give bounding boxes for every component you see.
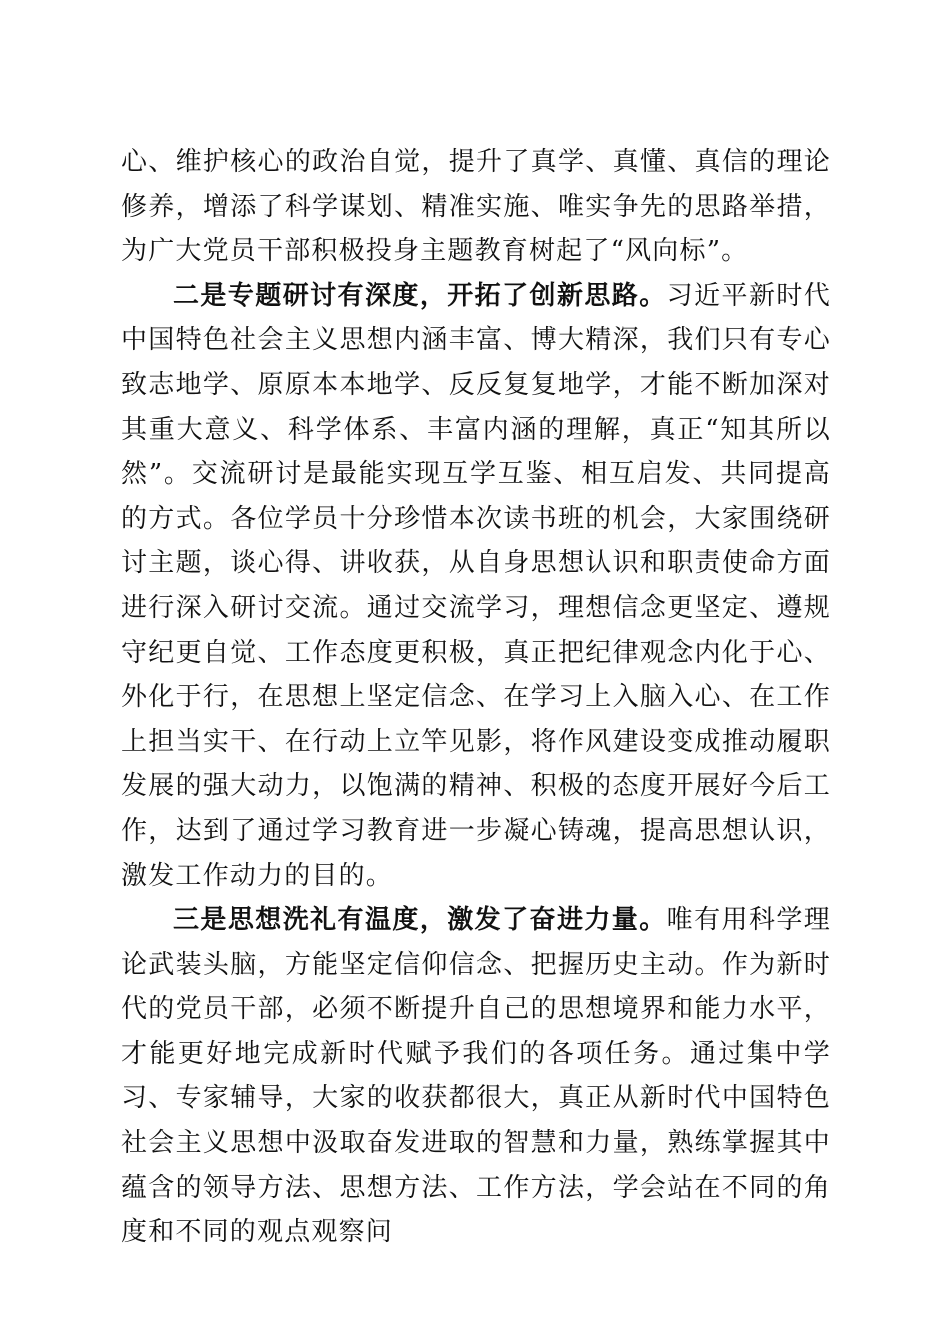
paragraph-point-three xyxy=(121,898,831,1255)
paragraph-lead-heading: 三是思想洗礼有温度，激发了奋进力量。 xyxy=(173,905,667,936)
document-body xyxy=(121,140,831,1255)
paragraph-lead-heading: 二是专题研讨有深度，开拓了创新思路。 xyxy=(173,280,667,311)
paragraph-body: 唯有用科学理论武装头脑，方能坚定信仰信念、把握历史主动。作为新时代的党员干部，必须不断提升自己的思想境界和能力水平，才能更好地完成新时代赋予我们的各项任务。通过集中学习、专家辅导，大家的收获都很大，真正从新时代中国特色社会主义思想中汲取奋发进取的智慧和力量，熟练掌握其中蕴含的领导方法、思想方法、工作方法，学会站在不同的角度和不同的观点观察问 xyxy=(121,905,831,1248)
paragraph-continuation xyxy=(121,140,831,274)
paragraph-body: 习近平新时代中国特色社会主义思想内涵丰富、博大精深，我们只有专心致志地学、原原本本地学、反反复复地学，才能不断加深对其重大意义、科学体系、丰富内涵的理解，真正“知其所以然”。交流研讨是最能实现互学互鉴、相互启发、共同提高的方式。各位学员十分珍惜本次读书班的机会，大家围绕研讨主题，谈心得、讲收获，从自身思想认识和职责使命方面进行深入研讨交流。通过交流学习，理想信念更坚定、遵规守纪更自觉、工作态度更积极，真正把纪律观念内化于心、外化于行，在思想上坚定信念、在学习上入脑入心、在工作上担当实干、在行动上立竿见影，将作风建设变成推动履职发展的强大动力，以饱满的精神、积极的态度开展好今后工作，达到了通过学习教育进一步凝心铸魂，提高思想认识，激发工作动力的目的。 xyxy=(121,280,831,891)
paragraph-body: 心、维护核心的政治自觉，提升了真学、真懂、真信的理论修养，增添了科学谋划、精准实施、唯实争先的思路举措，为广大党员干部积极投身主题教育树起了“风向标”。 xyxy=(121,147,831,267)
paragraph-point-two xyxy=(121,274,831,898)
